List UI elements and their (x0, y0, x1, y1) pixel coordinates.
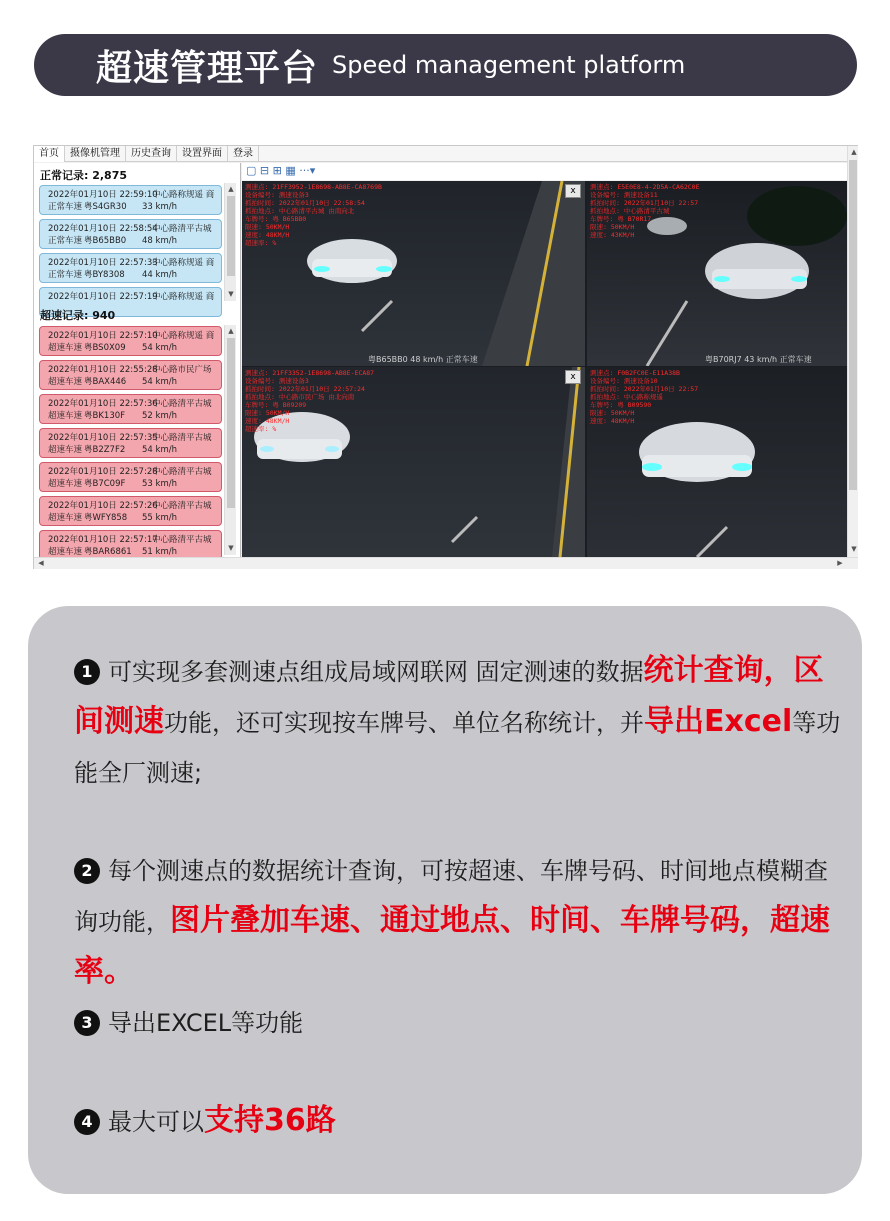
scroll-down-icon[interactable]: ▼ (851, 545, 857, 553)
record-time: 2022年01月10日 22:57:33 (48, 258, 158, 268)
header-title-en: Speed management platform (332, 51, 686, 79)
record-plate: 粤S4GR30 (84, 202, 127, 212)
record-type: 正常车速 (48, 270, 83, 280)
record-plate: 粤B2Z7F2 (84, 445, 126, 455)
record-speed: 48 km/h (142, 236, 177, 246)
feature-paragraph-4 (74, 1096, 844, 1147)
record-place: 中心路称规遥 商 (152, 258, 215, 268)
scroll-left-icon[interactable]: ◀ (38, 559, 44, 567)
record-time: 2022年01月10日 22:58:54 (48, 224, 158, 234)
record-speed: 33 km/h (142, 202, 177, 212)
camera-overlay-text: 测速点: 21FF3952-1E8698-AB8E-CA8769B 设备编号: 测速设备3 抓拍时间: 2022年01月10日 22:58:54 抓拍地点: 中心路清平古城 由南向北 车牌号: 粤 B65BB0 限速: 50KM/H 速度: 48KM/H 超速率: % (245, 183, 382, 247)
over-records-title: 超速记录: 940 (40, 309, 116, 322)
record-speed: 44 km/h (142, 270, 177, 280)
record-card[interactable] (39, 253, 222, 283)
record-card[interactable] (39, 394, 222, 424)
video-cell-1[interactable] (242, 181, 585, 366)
tab-home[interactable]: 首页 (34, 146, 65, 162)
layout-grid-icon[interactable]: ▢ ⊟ ⊞ ▦ ···▾ (246, 164, 316, 177)
record-place: 中心路称规遥 商 (152, 190, 215, 200)
record-plate: 粤B7C09F (84, 479, 126, 489)
feature-text: 每个测速点的数据统计查询，可按超速、车牌号码、时间地点模糊查询功能， (74, 857, 828, 936)
record-plate: 粤BAR6861 (84, 547, 132, 557)
bullet-3-icon: 3 (74, 1010, 100, 1036)
record-plate: 粤BY8308 (84, 270, 125, 280)
record-time: 2022年01月10日 22:57:26 (48, 501, 158, 511)
app-screenshot (33, 145, 858, 569)
records-panel (34, 163, 241, 557)
record-speed: 54 km/h (142, 377, 177, 387)
record-time: 2022年01月10日 22:57:10 (48, 331, 158, 341)
video-cell-4[interactable] (587, 367, 847, 557)
record-plate: 粤WFY858 (84, 513, 128, 523)
menu-bar (34, 146, 857, 162)
record-place: 中心路清平古城 (152, 467, 212, 477)
video-grid (242, 181, 847, 557)
record-type: 超速车速 (48, 377, 83, 387)
feature-text: 可实现多套测速点组成局域网联网 固定测速的数据 (108, 658, 644, 686)
record-type: 正常车速 (48, 202, 83, 212)
record-speed: 54 km/h (142, 445, 177, 455)
record-card[interactable] (39, 185, 222, 215)
record-type: 超速车速 (48, 343, 83, 353)
features-panel (28, 606, 862, 1194)
feature-highlight: 导出Excel (644, 704, 793, 739)
record-place: 中心路清平古城 (152, 535, 212, 545)
scroll-thumb[interactable] (227, 338, 235, 508)
scroll-right-icon[interactable]: ▶ (837, 559, 843, 567)
feature-text: 功能，还可实现按车牌号、单位名称统计，并 (164, 709, 644, 737)
page-header (34, 34, 857, 96)
record-plate: 粤BS0X09 (84, 343, 126, 353)
feature-highlight: 统计查询，区间测速 (74, 653, 824, 739)
layout-toolbar[interactable] (242, 163, 847, 180)
record-plate: 粤B65BB0 (84, 236, 127, 246)
scroll-up-icon[interactable]: ▲ (228, 327, 234, 335)
bullet-4-icon: 4 (74, 1109, 100, 1135)
normal-records-title: 正常记录: 2,875 (40, 169, 128, 182)
header-title-cn: 超速管理平台 (96, 47, 319, 89)
over-scrollbar[interactable] (224, 325, 236, 555)
tab-login[interactable]: 登录 (228, 146, 259, 162)
scroll-up-icon[interactable]: ▲ (228, 185, 234, 193)
record-speed: 51 km/h (142, 547, 177, 557)
record-plate: 粤BK130F (84, 411, 126, 421)
record-speed: 53 km/h (142, 479, 177, 489)
close-icon[interactable]: x (565, 184, 581, 198)
record-speed: 52 km/h (142, 411, 177, 421)
record-type: 正常车速 (48, 236, 83, 246)
record-card[interactable] (39, 428, 222, 458)
feature-text: 导出EXCEL等功能 (108, 1009, 304, 1037)
feature-highlight: 支持36路 (204, 1103, 336, 1138)
camera-overlay-text: 测速点: E5E0E8-4-2D5A-CA62C0E 设备编号: 测速设备11 抓拍时间: 2022年01月10日 22:57 抓拍地点: 中心路清平古城 车牌号: 粤 B70R17 限速: 50KM/H 速度: 43KM/H (590, 183, 700, 239)
record-time: 2022年01月10日 22:57:17 (48, 535, 158, 545)
bullet-2-icon: 2 (74, 858, 100, 884)
feature-text: 最大可以 (108, 1108, 204, 1136)
close-icon[interactable]: x (565, 370, 581, 384)
feature-highlight: 图片叠加车速、通过地点、时间、车牌号码，超速率。 (74, 903, 830, 989)
scroll-up-icon[interactable]: ▲ (851, 148, 857, 156)
record-time: 2022年01月10日 22:55:28 (48, 365, 158, 375)
record-type: 超速车速 (48, 411, 83, 421)
record-type: 超速车速 (48, 479, 83, 489)
record-place: 中心路清平古城 (152, 224, 212, 234)
record-card[interactable] (39, 326, 222, 356)
record-time: 2022年01月10日 22:59:10 (48, 190, 158, 200)
record-place: 中心路清平古城 (152, 501, 212, 511)
record-time: 2022年01月10日 22:57:36 (48, 399, 158, 409)
plate-caption: 粤B70RJ7 43 km/h 正常车速 (705, 355, 812, 364)
feature-paragraph-1 (74, 646, 844, 798)
record-speed: 54 km/h (142, 343, 177, 353)
record-type: 超速车速 (48, 445, 83, 455)
record-card[interactable] (39, 496, 222, 526)
record-time: 2022年01月10日 22:57:28 (48, 467, 158, 477)
main-horizontal-scrollbar[interactable] (34, 557, 858, 569)
record-place: 中心路称规遥 商 (152, 292, 215, 302)
feature-paragraph-2 (74, 846, 844, 998)
record-time: 2022年01月10日 22:57:35 (48, 433, 158, 443)
plate-caption: 粤B65BB0 48 km/h 正常车速 (368, 355, 478, 364)
camera-overlay-text: 测速点: 21FF3352-1E8698-AB8E-ECA87 设备编号: 测速设备3 抓拍时间: 2022年01月10日 22:57:24 抓拍地点: 中心路市民广场 由北向南 车牌号: 粤 B09209 限速: 50KM/H 速度: 48KM/H 超速率: % (245, 369, 375, 433)
video-cell-3[interactable] (242, 367, 585, 557)
record-plate: 粤BAX446 (84, 377, 127, 387)
scroll-thumb[interactable] (849, 160, 857, 490)
record-place: 中心路市民广场 (152, 365, 212, 375)
record-place: 中心路清平古城 (152, 399, 212, 409)
tab-history[interactable]: 历史查询 (126, 146, 177, 162)
feature-paragraph-3 (74, 998, 844, 1048)
record-place: 中心路称规遥 商 (152, 331, 215, 341)
record-card[interactable] (39, 462, 222, 492)
scroll-down-icon[interactable]: ▼ (228, 544, 234, 552)
bullet-1-icon: 1 (74, 659, 100, 685)
record-speed: 55 km/h (142, 513, 177, 523)
record-card[interactable] (39, 530, 222, 560)
record-card[interactable] (39, 360, 222, 390)
main-vertical-scrollbar[interactable] (847, 146, 858, 557)
tab-settings[interactable]: 设置界面 (177, 146, 228, 162)
normal-scrollbar[interactable] (224, 183, 236, 301)
record-type: 超速车速 (48, 547, 83, 557)
record-time: 2022年01月10日 22:57:19 (48, 292, 158, 302)
feature-text: 等功能全厂测速; (74, 709, 841, 787)
scroll-down-icon[interactable]: ▼ (228, 290, 234, 298)
camera-overlay-text: 测速点: F0B2FC0E-E11A38B 设备编号: 测速设备10 抓拍时间: 2022年01月10日 22:57 抓拍地点: 中心路称规遥 车牌号: 粤 B09590 限速: 50KM/H 速度: 48KM/H (590, 369, 699, 425)
scroll-thumb[interactable] (227, 196, 235, 276)
tab-camera[interactable]: 摄像机管理 (65, 146, 126, 162)
video-cell-2[interactable] (587, 181, 847, 366)
record-place: 中心路清平古城 (152, 433, 212, 443)
record-type: 超速车速 (48, 513, 83, 523)
record-card[interactable] (39, 219, 222, 249)
